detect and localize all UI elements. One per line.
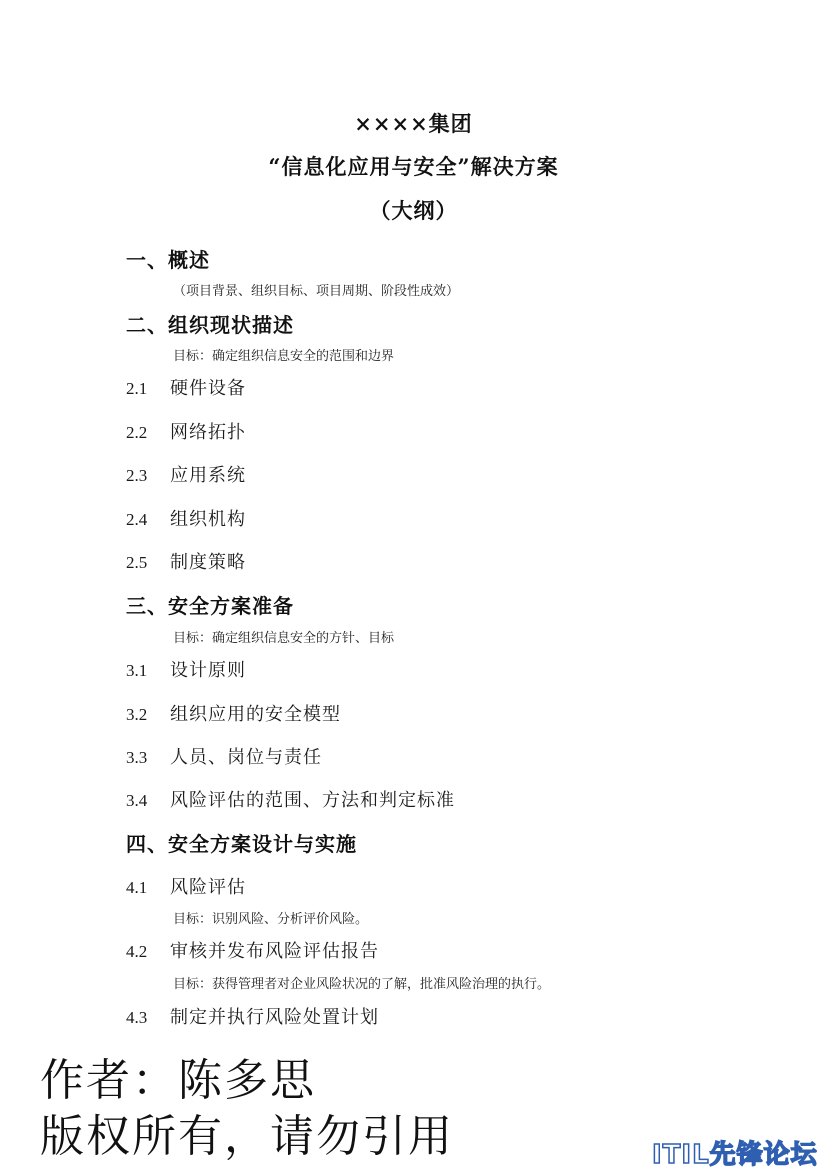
forum-watermark: ITIL先锋论坛 — [652, 1140, 818, 1170]
item-text: 审核并发布风险评估报告 — [170, 941, 379, 962]
list-item — [126, 1003, 379, 1029]
item-number: 3.1 — [126, 661, 148, 680]
document-outline-label: （大纲） — [369, 198, 458, 223]
item-text: 设计原则 — [170, 660, 246, 681]
item-number: 4.2 — [126, 942, 148, 961]
item-text: 组织机构 — [170, 509, 246, 530]
item-text: 制定并执行风险处置计划 — [170, 1007, 379, 1028]
item-text: 网络拓扑 — [170, 422, 246, 443]
section-heading-overview: 一、概述 — [126, 248, 210, 272]
item-note: 目标：获得管理者对企业风险状况的了解，批准风险治理的执行。 — [173, 977, 551, 992]
list-item — [126, 505, 246, 531]
list-item — [126, 374, 246, 400]
item-number: 2.1 — [126, 379, 148, 398]
item-text: 组织应用的安全模型 — [170, 704, 341, 725]
item-number: 2.4 — [126, 510, 148, 529]
section-heading-status: 二、组织现状描述 — [126, 313, 294, 337]
item-text: 人员、岗位与责任 — [170, 747, 322, 768]
item-text: 风险评估的范围、方法和判定标准 — [170, 790, 455, 811]
document-title: ××××集团 — [354, 111, 473, 136]
item-text: 硬件设备 — [170, 378, 246, 399]
item-text: 制度策略 — [170, 552, 246, 573]
item-number: 2.2 — [126, 423, 148, 442]
section-heading-preparation: 三、安全方案准备 — [126, 594, 294, 618]
list-item — [126, 418, 246, 444]
item-number: 4.1 — [126, 878, 148, 897]
item-number: 2.3 — [126, 466, 148, 485]
list-item — [126, 656, 246, 682]
item-number: 3.4 — [126, 791, 148, 810]
copyright-line: 版权所有，请勿引用 — [40, 1111, 454, 1162]
list-item — [126, 743, 322, 769]
list-item — [126, 786, 455, 812]
section-note-preparation: 目标：确定组织信息安全的方针、目标 — [173, 631, 395, 646]
item-number: 3.2 — [126, 705, 148, 724]
section-note-status: 目标：确定组织信息安全的范围和边界 — [173, 349, 395, 364]
list-item — [126, 461, 246, 487]
item-number: 4.3 — [126, 1008, 148, 1027]
item-number: 2.5 — [126, 553, 148, 572]
item-text: 风险评估 — [170, 877, 246, 898]
item-note: 目标：识别风险、分析评价风险。 — [173, 912, 369, 927]
section-heading-design: 四、安全方案设计与实施 — [126, 832, 357, 856]
list-item — [126, 937, 379, 963]
section-note-overview: （项目背景、组织目标、项目周期、阶段性成效） — [173, 284, 460, 299]
list-item — [126, 700, 341, 726]
item-number: 3.3 — [126, 748, 148, 767]
list-item — [126, 548, 246, 574]
document-subtitle: “信息化应用与安全”解决方案 — [268, 154, 559, 179]
list-item — [126, 873, 246, 899]
item-text: 应用系统 — [170, 465, 246, 486]
author-line: 作者：陈多思 — [40, 1055, 316, 1106]
